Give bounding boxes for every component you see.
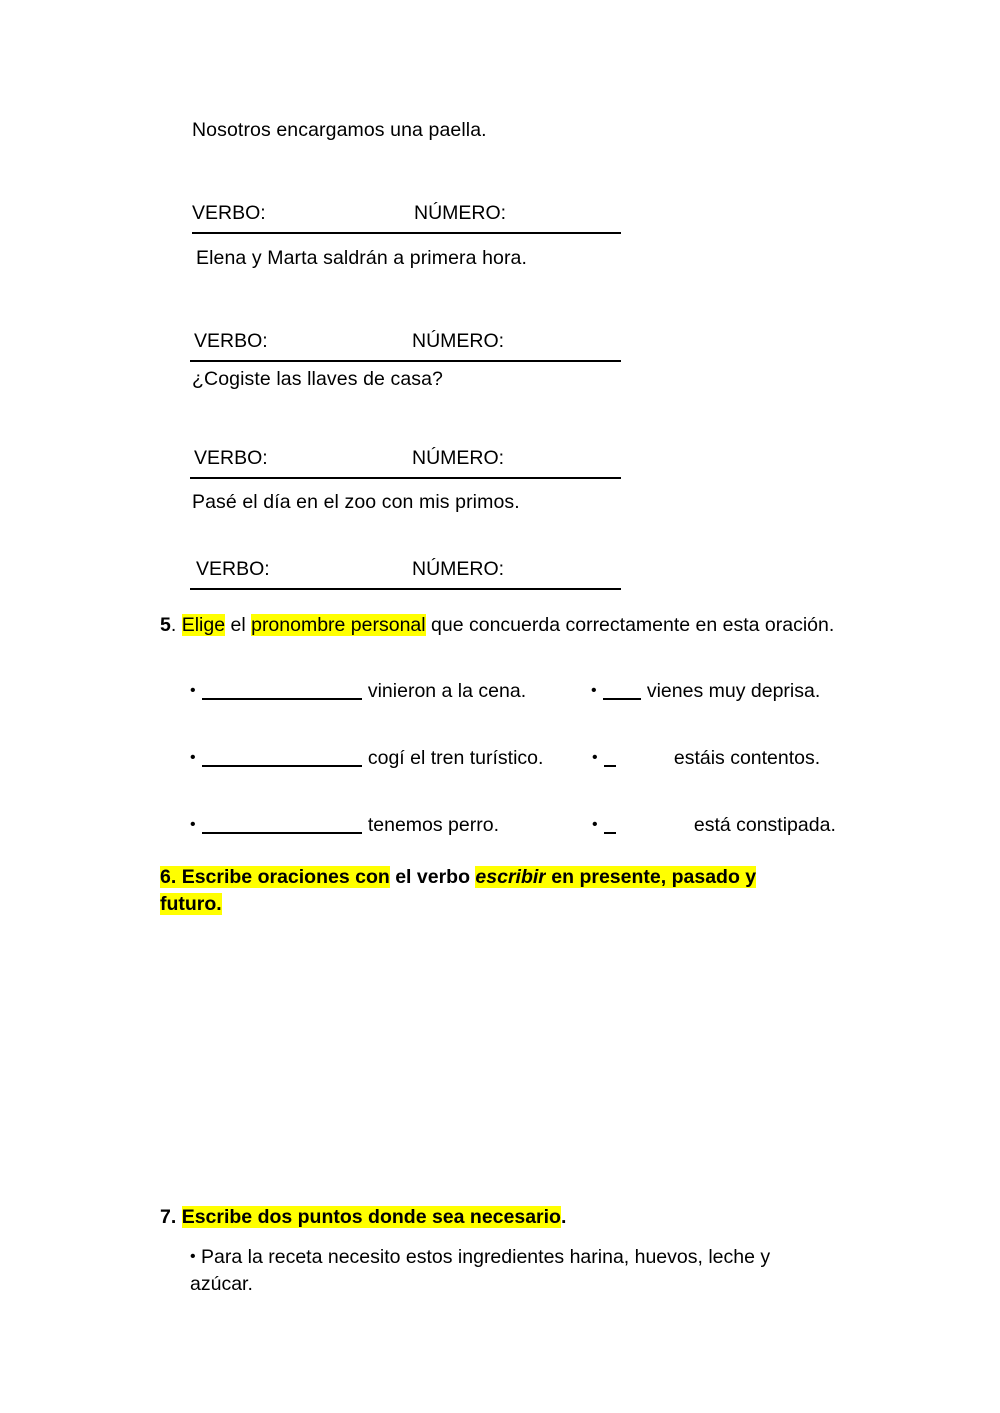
- numero-label-3: NÚMERO:: [412, 447, 505, 469]
- exercise-5-row-1-right: [591, 678, 820, 704]
- exercise-7-text: Escribe dos puntos donde sea necesario: [181, 1206, 561, 1228]
- exercise-5-heading: [160, 612, 860, 639]
- sentence-2: Elena y Marta saldrán a primera hora.: [196, 247, 528, 269]
- bullet-icon: •: [190, 749, 196, 766]
- verbo-label-1: VERBO:: [192, 202, 266, 224]
- bullet-icon: •: [190, 816, 196, 833]
- verbo-label-3: VERBO:: [194, 447, 268, 469]
- exercise-7-heading: [160, 1204, 860, 1231]
- exercise-5-text-2-right: estáis contentos.: [673, 747, 821, 769]
- exercise-7-item-text: Para la receta necesito estos ingredientes harina, huevos, leche y azúcar.: [190, 1246, 771, 1295]
- exercise-5-text-2-left: cogí el tren turístico.: [367, 747, 544, 769]
- exercise-5-text-a: el: [225, 614, 252, 636]
- exercise-7-item: [190, 1243, 838, 1298]
- bullet-icon: •: [591, 682, 597, 699]
- exercise-5-number: 5: [160, 614, 171, 636]
- exercise-6-text-b: el verbo: [389, 866, 476, 888]
- exercise-5-row-3-right: [592, 812, 836, 838]
- verbo-label-2: VERBO:: [194, 330, 268, 352]
- exercise-5-blank-3-right[interactable]: [604, 815, 616, 834]
- exercise-6-text-a: Escribe oraciones con: [181, 866, 390, 888]
- sentence-4: Pasé el día en el zoo con mis primos.: [192, 491, 520, 513]
- exercise-5-blank-3-left[interactable]: [202, 812, 362, 834]
- exercise-6-text-c: en presente, pasado y futuro.: [160, 866, 757, 915]
- exercise-5-row-1-left: [190, 678, 526, 704]
- sentence-1: Nosotros encargamos una paella.: [192, 119, 487, 141]
- bullet-icon: •: [190, 1248, 196, 1265]
- bullet-icon: •: [190, 682, 196, 699]
- numero-label-1: NÚMERO:: [414, 202, 507, 224]
- exercise-6-heading: [160, 864, 820, 918]
- numero-label-4: NÚMERO:: [412, 558, 505, 580]
- exercise-5-row-2-right: [592, 745, 820, 771]
- exercise-6-verb-escribir: escribir: [475, 866, 546, 888]
- exercise-5-row-3-left: [190, 812, 499, 838]
- exercise-6-number: 6.: [160, 866, 177, 888]
- exercise-5-blank-1-right[interactable]: [603, 681, 641, 700]
- exercise-5-blank-2-right[interactable]: [604, 748, 616, 767]
- exercise-5-keyword-elige: Elige: [181, 614, 226, 636]
- answer-row-1[interactable]: [192, 200, 621, 234]
- sentence-3: ¿Cogiste las llaves de casa?: [192, 368, 444, 390]
- answer-row-4[interactable]: [190, 556, 621, 590]
- exercise-5-text-3-left: tenemos perro.: [367, 814, 499, 836]
- exercise-5-number-suffix: .: [170, 614, 177, 636]
- exercise-7-text-suffix: .: [560, 1206, 567, 1228]
- exercise-5-text-b: que concuerda correctamente en esta oración.: [425, 614, 835, 636]
- exercise-5-text-1-right: vienes muy deprisa.: [646, 680, 821, 702]
- bullet-icon: •: [592, 816, 598, 833]
- bullet-icon: •: [592, 749, 598, 766]
- exercise-5-text-1-left: vinieron a la cena.: [367, 680, 527, 702]
- answer-row-3[interactable]: [190, 445, 621, 479]
- numero-label-2: NÚMERO:: [412, 330, 505, 352]
- exercise-5-row-2-left: [190, 745, 543, 771]
- exercise-5-blank-2-left[interactable]: [202, 745, 362, 767]
- answer-row-2[interactable]: [190, 328, 621, 362]
- exercise-5-blank-1-left[interactable]: [202, 678, 362, 700]
- exercise-7-number: 7.: [160, 1206, 177, 1228]
- verbo-label-4: VERBO:: [196, 558, 270, 580]
- exercise-5-text-3-right: está constipada.: [693, 814, 836, 836]
- exercise-5-keyword-pronombre: pronombre personal: [251, 614, 426, 636]
